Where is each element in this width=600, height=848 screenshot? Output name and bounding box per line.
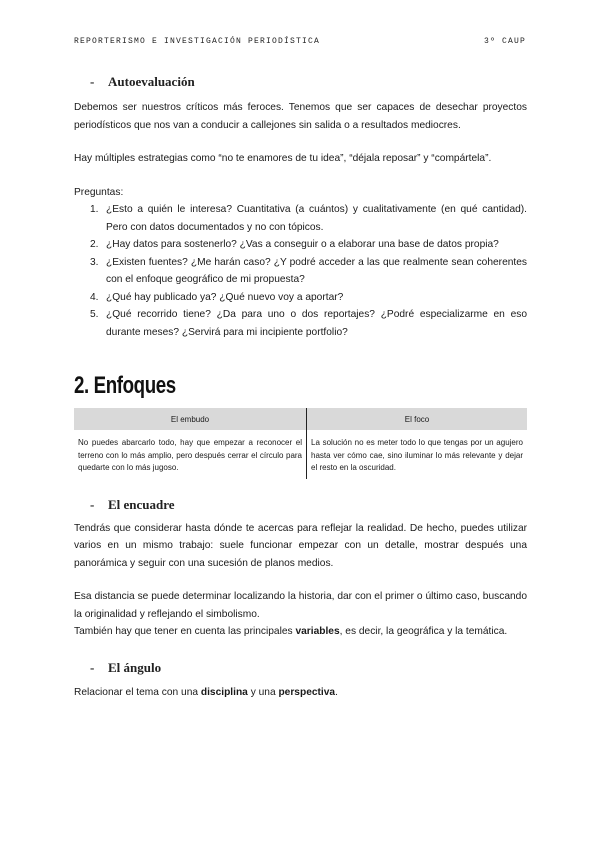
- table-header-embudo: El embudo: [74, 408, 307, 430]
- autoevaluacion-title: Autoevaluación: [108, 74, 195, 89]
- course-title: REPORTERISMO E INVESTIGACIÓN PERIODÍSTICA: [74, 37, 321, 46]
- autoevaluacion-paragraph-2: Hay múltiples estrategias como “no te enamores de tu idea”, “déjala reposar” y “compártela”.: [74, 153, 492, 164]
- angulo-paragraph-start: Relacionar el tema con una: [74, 686, 201, 698]
- list-item-number: 1.: [90, 204, 99, 215]
- list-item-number: 3.: [90, 256, 99, 268]
- table-row: [74, 430, 527, 479]
- comparison-table: [74, 408, 527, 479]
- course-group: 3º CAUP: [483, 37, 526, 46]
- heading-dash: -: [90, 496, 95, 512]
- autoevaluacion-paragraph-1: Debemos ser nuestros críticos más feroces. Tenemos que ser capaces de desechar proyectos periodísticos que nos van a conducir a callejones sin salida o a resultados mediocres.: [74, 102, 527, 131]
- list-item-text: ¿Qué recorrido tiene? ¿Da para uno o dos reportajes? ¿Podré especializarme en eso durante meses? ¿Servirá para mi incipiente portfolio?: [106, 309, 527, 338]
- list-item-number: 5.: [90, 309, 99, 320]
- angulo-heading: [74, 660, 527, 676]
- table-cell-embudo: No puedes abarcarlo todo, hay que empezar a reconocer el terreno con lo más amplio, pero después cerrar el círculo para quedarte con lo más jugoso.: [78, 438, 303, 472]
- variables-emphasis: variables: [295, 626, 340, 637]
- disciplina-emphasis: disciplina: [200, 686, 248, 698]
- running-header: [74, 37, 526, 46]
- list-item: [74, 201, 527, 236]
- encuadre-paragraph-2: Esa distancia se puede determinar localizando la historia, dar con el primer o último caso, buscando la originalidad y reflejando el simbolismo.: [74, 591, 527, 620]
- encuadre-paragraph-3: [74, 623, 527, 641]
- list-item-text: ¿Existen fuentes? ¿Me harán caso? ¿Y podré acceder a las que realmente sean coherentes con el enfoque geográfico de mi propuesta?: [106, 256, 527, 285]
- table-cell-foco: La solución no es meter todo lo que tengas por un agujero hasta ver cómo cae, sino iluminar lo más relevante y dejar el resto en la oscuridad.: [307, 430, 527, 479]
- heading-dash: -: [90, 74, 95, 89]
- list-item-number: 2.: [90, 239, 99, 250]
- list-item: [74, 254, 527, 289]
- encuadre-paragraph-3-start: También hay que tener en cuenta las principales: [74, 626, 296, 637]
- list-item: [74, 236, 527, 254]
- encuadre-paragraph-1: Tendrás que considerar hasta dónde te acercas para reflejar la realidad. De hecho, puedes utilizar varios en un mismo trabajo: suele funcionar empezar con un detalle, mostrar después una panorámica y seguir con una sucesión de planos medios.: [74, 522, 527, 569]
- angulo-paragraph-mid: y una: [247, 686, 279, 698]
- encuadre-heading: [74, 497, 527, 513]
- angulo-paragraph-end: .: [335, 686, 338, 698]
- list-item-text: ¿Hay datos para sostenerlo? ¿Vas a conseguir o a elaborar una base de datos propia?: [106, 239, 499, 250]
- table-header-foco: El foco: [307, 408, 527, 430]
- list-item-text: ¿Esto a quién le interesa? Cuantitativa (a cuántos) y cualitativamente (en qué cantidad). Pero con datos documentados y no con tópicos.: [106, 204, 527, 233]
- autoevaluacion-heading: [74, 74, 527, 90]
- angulo-title: El ángulo: [108, 659, 162, 675]
- perspectiva-emphasis: perspectiva: [278, 686, 336, 698]
- page-content: [74, 72, 527, 701]
- list-item-text: ¿Qué hay publicado ya? ¿Qué nuevo voy a aportar?: [106, 291, 344, 303]
- questions-list: [74, 201, 527, 341]
- encuadre-paragraph-3-end: , es decir, la geográfica y la temática.: [339, 626, 508, 637]
- questions-label: Preguntas:: [74, 186, 124, 198]
- list-item-number: 4.: [90, 291, 99, 303]
- angulo-paragraph: [74, 684, 527, 702]
- encuadre-title: El encuadre: [108, 496, 175, 512]
- list-item: [74, 306, 527, 341]
- list-item: [74, 289, 527, 307]
- heading-dash: -: [90, 659, 95, 675]
- section-title-enfoques: 2. Enfoques: [74, 372, 176, 399]
